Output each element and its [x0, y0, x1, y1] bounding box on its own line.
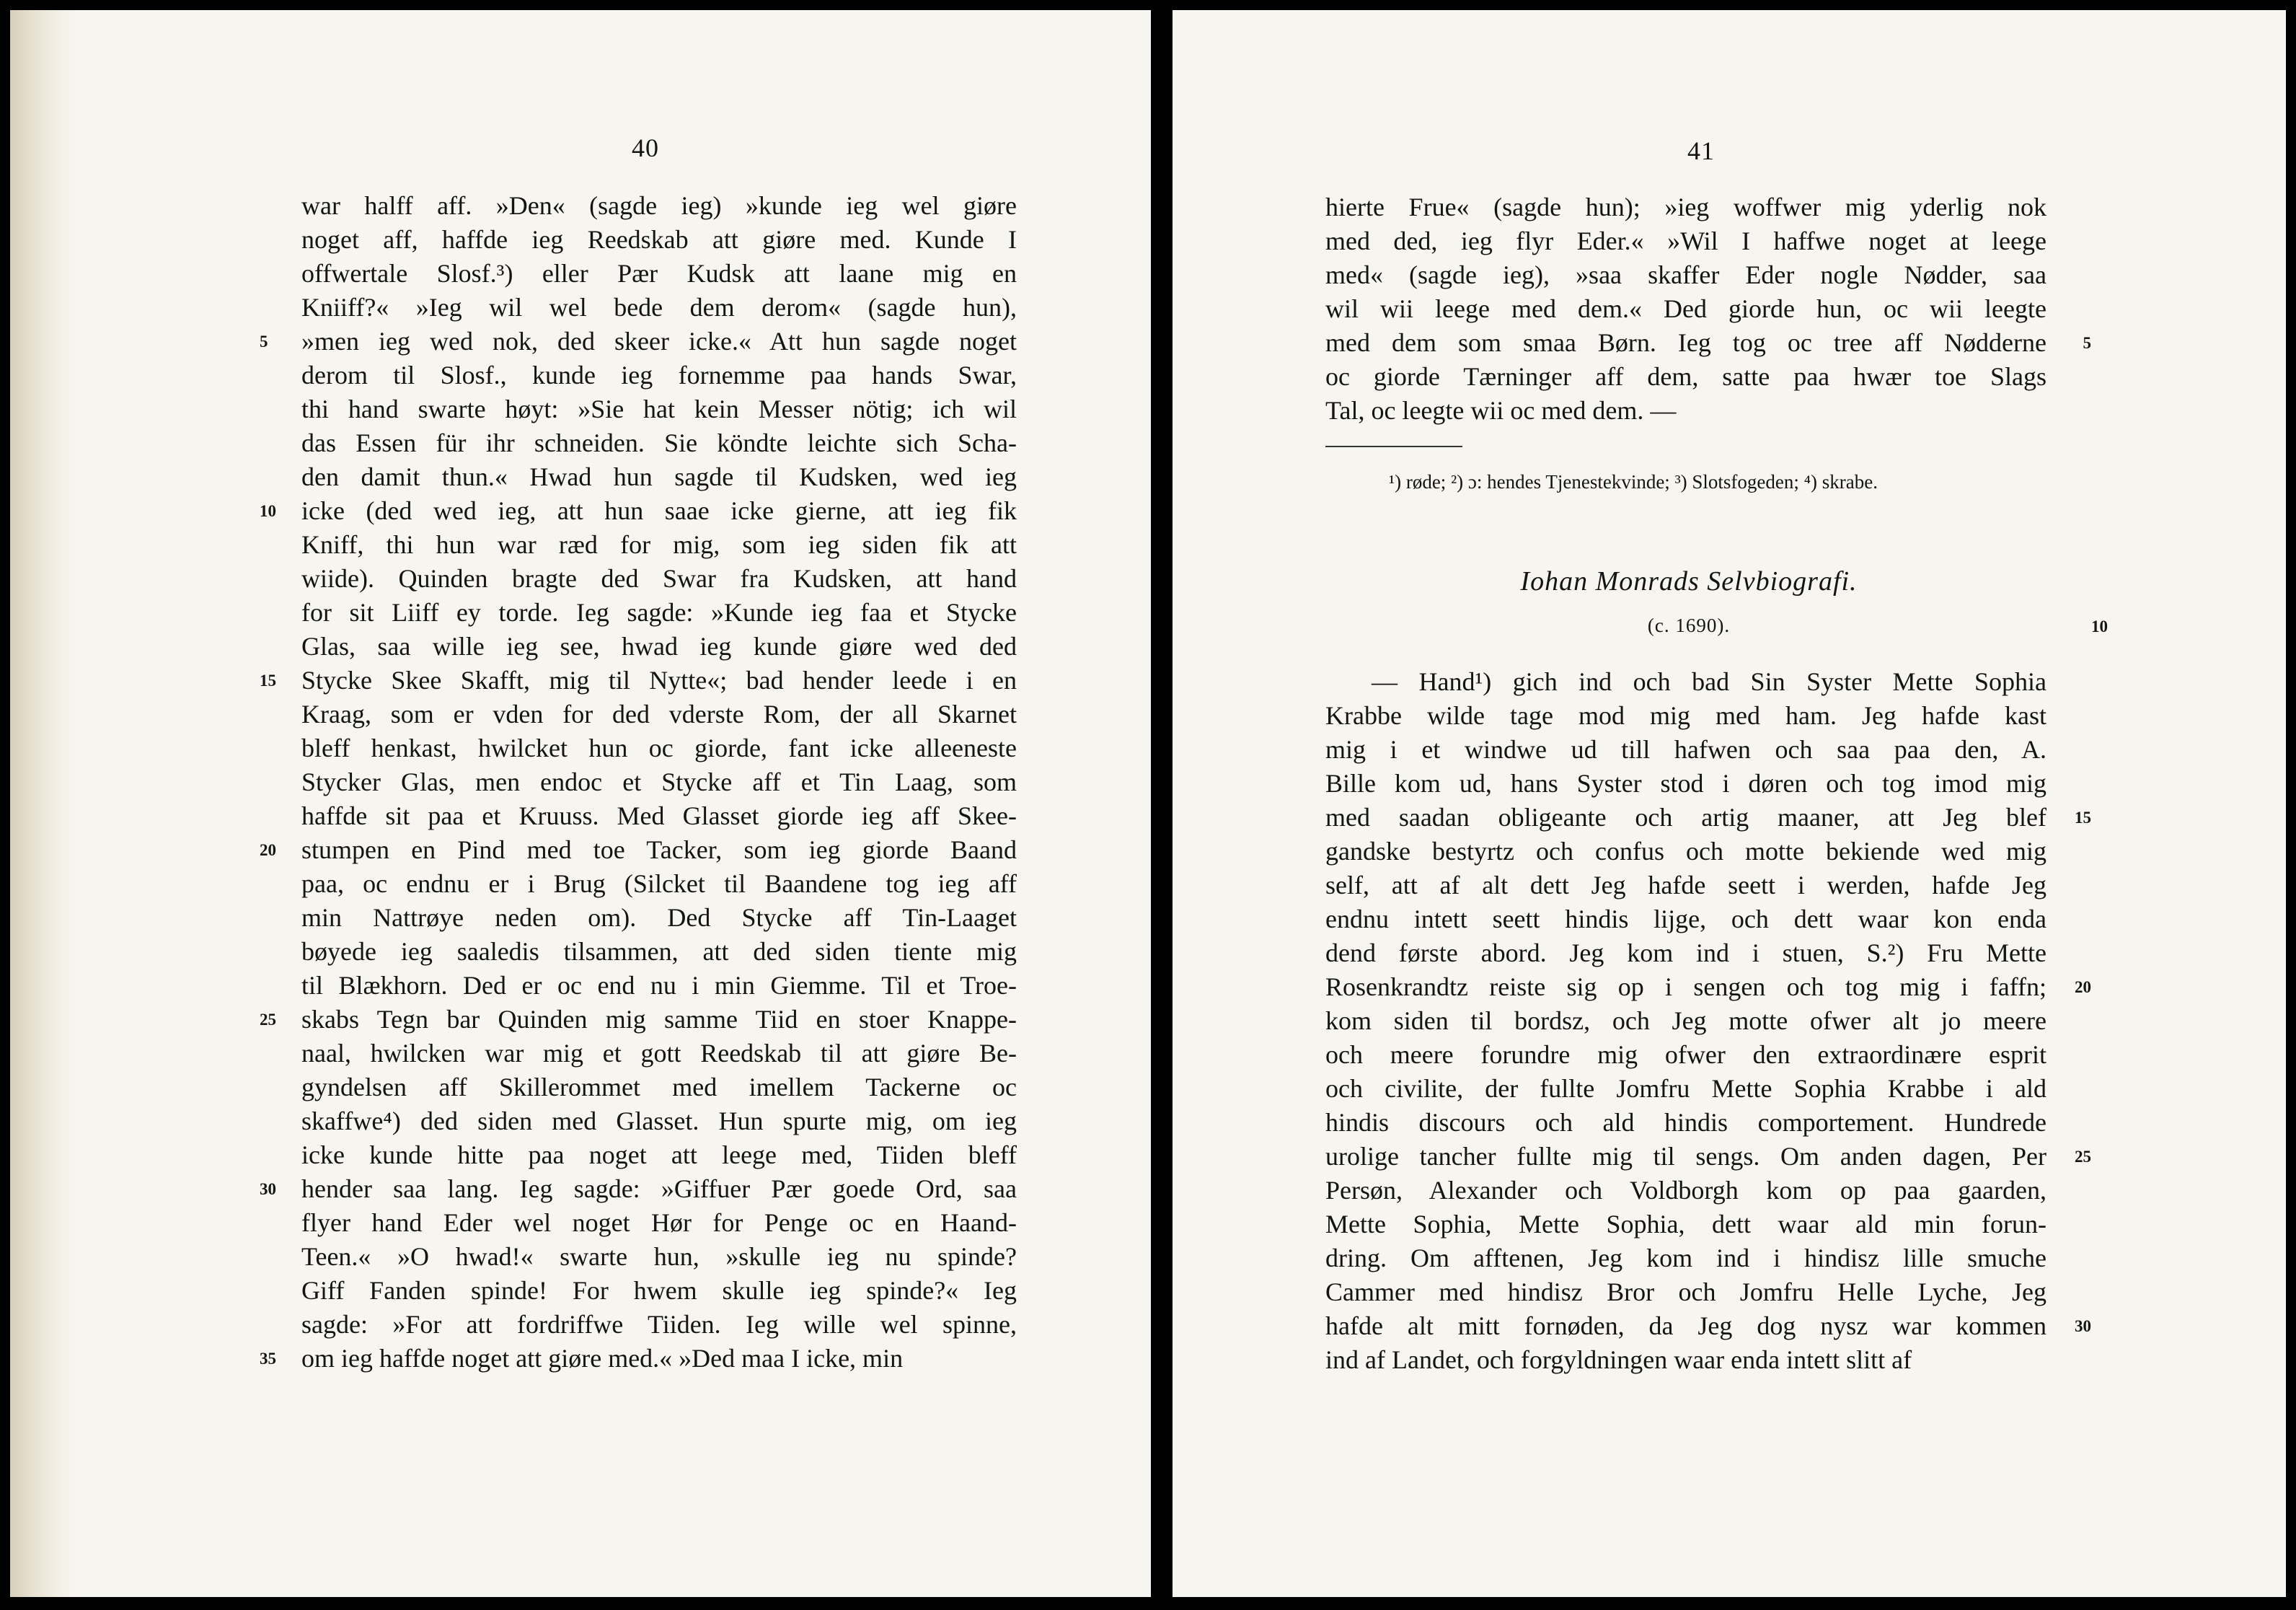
text-line: [1325, 1004, 2046, 1038]
line-text: gandske bestyrtz och confus och motte bekiende wed mig: [1325, 837, 2046, 866]
line-text: endnu intett seett hindis lijge, och dett waar kon enda: [1325, 905, 2046, 933]
left-text-block: [260, 189, 1017, 1376]
footnote-rule: [1325, 446, 1462, 447]
text-line: [1325, 1208, 2046, 1241]
text-line: [1325, 970, 2091, 1004]
line-text: derom til Slosf., kunde ieg fornemme paa hands Swar,: [301, 361, 1017, 390]
line-text: hafde alt mitt fornøden, da Jeg dog nysz war kommen: [1325, 1311, 2046, 1340]
text-line: [1325, 394, 2046, 428]
text-line: [260, 1342, 1017, 1376]
line-text: stumpen en Pind med toe Tacker, som ieg giorde Baand: [301, 835, 1017, 864]
line-text: min Nattrøye neden om). Ded Stycke aff Tin-Laaget: [301, 903, 1017, 932]
text-line: [1325, 936, 2046, 970]
line-text: dring. Om afftenen, Jeg kom ind i hindisz lille smuche: [1325, 1244, 2046, 1272]
line-text: Bille kom ud, hans Syster stod i døren och tog imod mig: [1325, 769, 2046, 798]
text-line: [1325, 767, 2046, 801]
line-text: Persøn, Alexander och Voldborgh kom op paa gaarden,: [1325, 1176, 2046, 1205]
line-number: 30: [2075, 1317, 2091, 1335]
text-line: [260, 833, 1017, 867]
text-line: [1325, 1140, 2091, 1174]
line-text: Tal, oc leegte wii oc med dem. —: [1325, 396, 1677, 425]
line-text: skaffwe⁴) ded siden med Glasset. Hun spurte mig, om ieg: [301, 1107, 1017, 1135]
text-line: [301, 189, 1017, 223]
text-line: [301, 698, 1017, 731]
line-number: 25: [2075, 1148, 2091, 1166]
line-text: mig i et windwe ud till hafwen och saa paa den, A.: [1325, 735, 2046, 764]
line-number: 25: [260, 1011, 276, 1029]
line-text: for sit Liiff ey torde. Ieg sagde: »Kunde ieg faa et Stycke: [301, 598, 1017, 627]
text-line: [301, 1070, 1017, 1104]
line-number: 35: [260, 1350, 276, 1368]
line-text: Stycke Skee Skafft, mig til Nytte«; bad hender leede i en: [301, 666, 1017, 695]
line-text: icke (ded wed ieg, att hun saae icke gierne, att ieg fik: [301, 496, 1017, 525]
line-text: gyndelsen aff Skillerommet med imellem Tackerne oc: [301, 1073, 1017, 1101]
text-line: [1325, 224, 2046, 258]
text-line: [1325, 258, 2046, 292]
line-text: hindis discours och ald hindis comportement. Hundrede: [1325, 1108, 2046, 1137]
text-line: [1325, 1106, 2046, 1140]
text-line: [1325, 902, 2046, 936]
text-line: [1325, 1072, 2046, 1106]
text-line: [1325, 1174, 2046, 1208]
line-text: »men ieg wed nok, ded skeer icke.« Att hun sagde noget: [301, 327, 1017, 356]
line-text: kom siden til bordsz, och Jeg motte ofwer alt jo meere: [1325, 1006, 2046, 1035]
line-text: Glas, saa wille ieg see, hwad ieg kunde giøre wed ded: [301, 632, 1017, 661]
text-line: [301, 1274, 1017, 1308]
text-line: [260, 1172, 1017, 1206]
text-line: [1325, 1241, 2046, 1275]
page-number-right: 41: [1687, 136, 1715, 165]
line-text: haffde sit paa et Kruuss. Med Glasset giorde ieg aff Skee-: [301, 801, 1017, 830]
line-text: med ded, ieg flyr Eder.« »Wil I haffwe noget at leege: [1325, 226, 2046, 255]
line-text: til Blækhorn. Ded er oc end nu i min Giemme. Til et Troe-: [301, 971, 1017, 1000]
text-line: [301, 731, 1017, 765]
line-number: 30: [260, 1180, 276, 1198]
text-line: [1325, 1309, 2091, 1343]
line-text: icke kunde hitte paa noget att leege med, Tiiden bleff: [301, 1140, 1017, 1169]
binding-shadow: [10, 10, 75, 1597]
footnote: ¹) røde; ²) ɔ: hendes Tjenestekvinde; ³) Slotsfogeden; ⁴) skrabe.: [1389, 471, 1878, 493]
right-main-text-block: [1325, 665, 2091, 1377]
line-text: Krabbe wilde tage mod mig med ham. Jeg hafde kast: [1325, 701, 2046, 730]
line-text: och meere forundre mig ofwer den extraordinære esprit: [1325, 1040, 2046, 1069]
line-number: 10: [2091, 617, 2108, 635]
line-number: 20: [2075, 978, 2091, 996]
text-line: [260, 494, 1017, 528]
line-text: sagde: »For att fordriffwe Tiiden. Ieg wille wel spinne,: [301, 1310, 1017, 1339]
text-line: [1325, 733, 2046, 767]
line-text: den damit thun.« Hwad hun sagde til Kudsken, wed ieg: [301, 462, 1017, 491]
line-text: das Essen für ihr schneiden. Sie köndte leichte sich Scha-: [301, 428, 1017, 457]
line-text: war halff aff. »Den« (sagde ieg) »kunde ieg wel giøre: [301, 191, 1017, 220]
text-line: [301, 969, 1017, 1003]
text-line: [301, 1138, 1017, 1172]
text-line: [301, 799, 1017, 833]
line-number: 10: [260, 502, 276, 520]
text-line: [260, 1003, 1017, 1037]
line-text: bleff henkast, hwilcket hun oc giorde, fant icke alleeneste: [301, 734, 1017, 762]
text-line: [301, 901, 1017, 935]
line-text: med saadan obligeante och artig maaner, att Jeg blef: [1325, 803, 2046, 832]
line-text: med dem som smaa Børn. Ieg tog oc tree aff Nødderne: [1325, 328, 2046, 357]
line-text: paa, oc endnu er i Brug (Silcket til Baandene tog ieg aff: [301, 869, 1017, 898]
text-line: [301, 460, 1017, 494]
line-text: Giff Fanden spinde! For hwem skulle ieg spinde?« Ieg: [301, 1276, 1017, 1305]
line-number: 5: [2083, 334, 2091, 352]
line-text: urolige tancher fullte mig til sengs. Om anden dagen, Per: [1325, 1142, 2046, 1171]
line-number: 5: [260, 333, 268, 351]
line-text: och civilite, der fullte Jomfru Mette Sophia Krabbe i ald: [1325, 1074, 2046, 1103]
line-text: oc giorde Tærninger aff dem, satte paa hwær toe Slags: [1325, 362, 2046, 391]
line-text: wiide). Quinden bragte ded Swar fra Kudsken, att hand: [301, 564, 1017, 593]
line-text: bøyede ieg saaledis tilsammen, att ded siden tiente mig: [301, 937, 1017, 966]
text-line: [301, 765, 1017, 799]
right-page: [1173, 10, 2286, 1597]
line-text: Stycker Glas, men endoc et Stycke aff et Tin Laag, som: [301, 767, 1017, 796]
text-line: [1325, 699, 2046, 733]
text-line: [301, 867, 1017, 901]
text-line: [1325, 1343, 2046, 1377]
text-line: [301, 1037, 1017, 1070]
line-text: om ieg haffde noget att giøre med.« »Ded maa I icke, min: [301, 1344, 904, 1373]
line-text: Rosenkrandtz reiste sig op i sengen och tog mig i faffn;: [1325, 972, 2046, 1001]
line-text: Cammer med hindisz Bror och Jomfru Helle Lyche, Jeg: [1325, 1277, 2046, 1306]
text-line: [301, 1308, 1017, 1342]
text-line: [301, 392, 1017, 426]
text-line: [260, 664, 1017, 698]
line-number: 15: [260, 672, 276, 690]
text-line: [1325, 360, 2046, 394]
text-line: [1325, 1275, 2046, 1309]
text-line: [301, 358, 1017, 392]
line-text: dend første abord. Jeg kom ind i stuen, S.²) Fru Mette: [1325, 938, 2046, 967]
text-line: [301, 630, 1017, 664]
text-line: [301, 562, 1017, 596]
line-text: noget aff, haffde ieg Reedskab att giøre med. Kunde I: [301, 225, 1017, 254]
text-line: [1325, 835, 2046, 868]
line-text: ind af Landet, och forgyldningen waar enda intett slitt af: [1325, 1345, 1912, 1374]
text-line: [301, 223, 1017, 257]
text-line: [301, 257, 1017, 291]
line-text: wil wii leege med dem.« Ded giorde hun, oc wii leegte: [1325, 294, 2046, 323]
text-line: [301, 596, 1017, 630]
text-line: [1325, 1038, 2046, 1072]
text-line: [1325, 665, 2046, 699]
line-text: self, att af alt dett Jeg hafde seett i werden, hafde Jeg: [1325, 871, 2046, 899]
right-top-text-block: [1325, 190, 2091, 428]
line-text: hender saa lang. Ieg sagde: »Giffuer Pær goede Ord, saa: [301, 1174, 1017, 1203]
line-text: Kniiff?« »Ieg wil wel bede dem derom« (sagde hun),: [301, 293, 1017, 322]
line-text: med« (sagde ieg), »saa skaffer Eder nogle Nødder, saa: [1325, 260, 2046, 289]
text-line: [1325, 292, 2046, 326]
page-number-left: 40: [632, 133, 659, 162]
text-line: [301, 1104, 1017, 1138]
text-line: [1325, 190, 2046, 224]
text-line: [301, 1206, 1017, 1240]
line-text: flyer hand Eder wel noget Hør for Penge oc en Haand-: [301, 1208, 1017, 1237]
text-line: [1325, 868, 2046, 902]
essay-title: Iohan Monrads Selvbiografi.: [1520, 566, 1858, 597]
text-line: [1325, 801, 2091, 835]
text-line: [260, 325, 1017, 358]
line-text: offwertale Slosf.³) eller Pær Kudsk att laane mig en: [301, 259, 1017, 288]
line-text: naal, hwilcken war mig et gott Reedskab til att giøre Be-: [301, 1039, 1017, 1068]
text-line: [301, 426, 1017, 460]
line-text: Teen.« »O hwad!« swarte hun, »skulle ieg nu spinde?: [301, 1242, 1017, 1271]
text-line: [301, 291, 1017, 325]
line-text: Kniff, thi hun war ræd for mig, som ieg siden fik att: [301, 530, 1017, 559]
line-text: hierte Frue« (sagde hun); »ieg woffwer mig yderlig nok: [1325, 193, 2046, 221]
line-text: Kraag, som er vden for ded vderste Rom, der all Skarnet: [301, 700, 1017, 729]
text-line: [301, 1240, 1017, 1274]
line-number: 20: [260, 841, 276, 859]
essay-date: (c. 1690).: [1647, 615, 1731, 636]
line-number: 15: [2075, 809, 2091, 827]
text-line: [1325, 326, 2091, 360]
text-line: [301, 528, 1017, 562]
line-text: Mette Sophia, Mette Sophia, dett waar ald min forun-: [1325, 1210, 2046, 1239]
line-text: skabs Tegn bar Quinden mig samme Tiid en stoer Knappe-: [301, 1005, 1017, 1034]
left-page: [10, 10, 1151, 1597]
line-text: — Hand¹) gich ind och bad Sin Syster Mette Sophia: [1372, 667, 2046, 696]
line-text: thi hand swarte høyt: »Sie hat kein Messer nötig; ich wil: [301, 395, 1017, 423]
text-line: [301, 935, 1017, 969]
